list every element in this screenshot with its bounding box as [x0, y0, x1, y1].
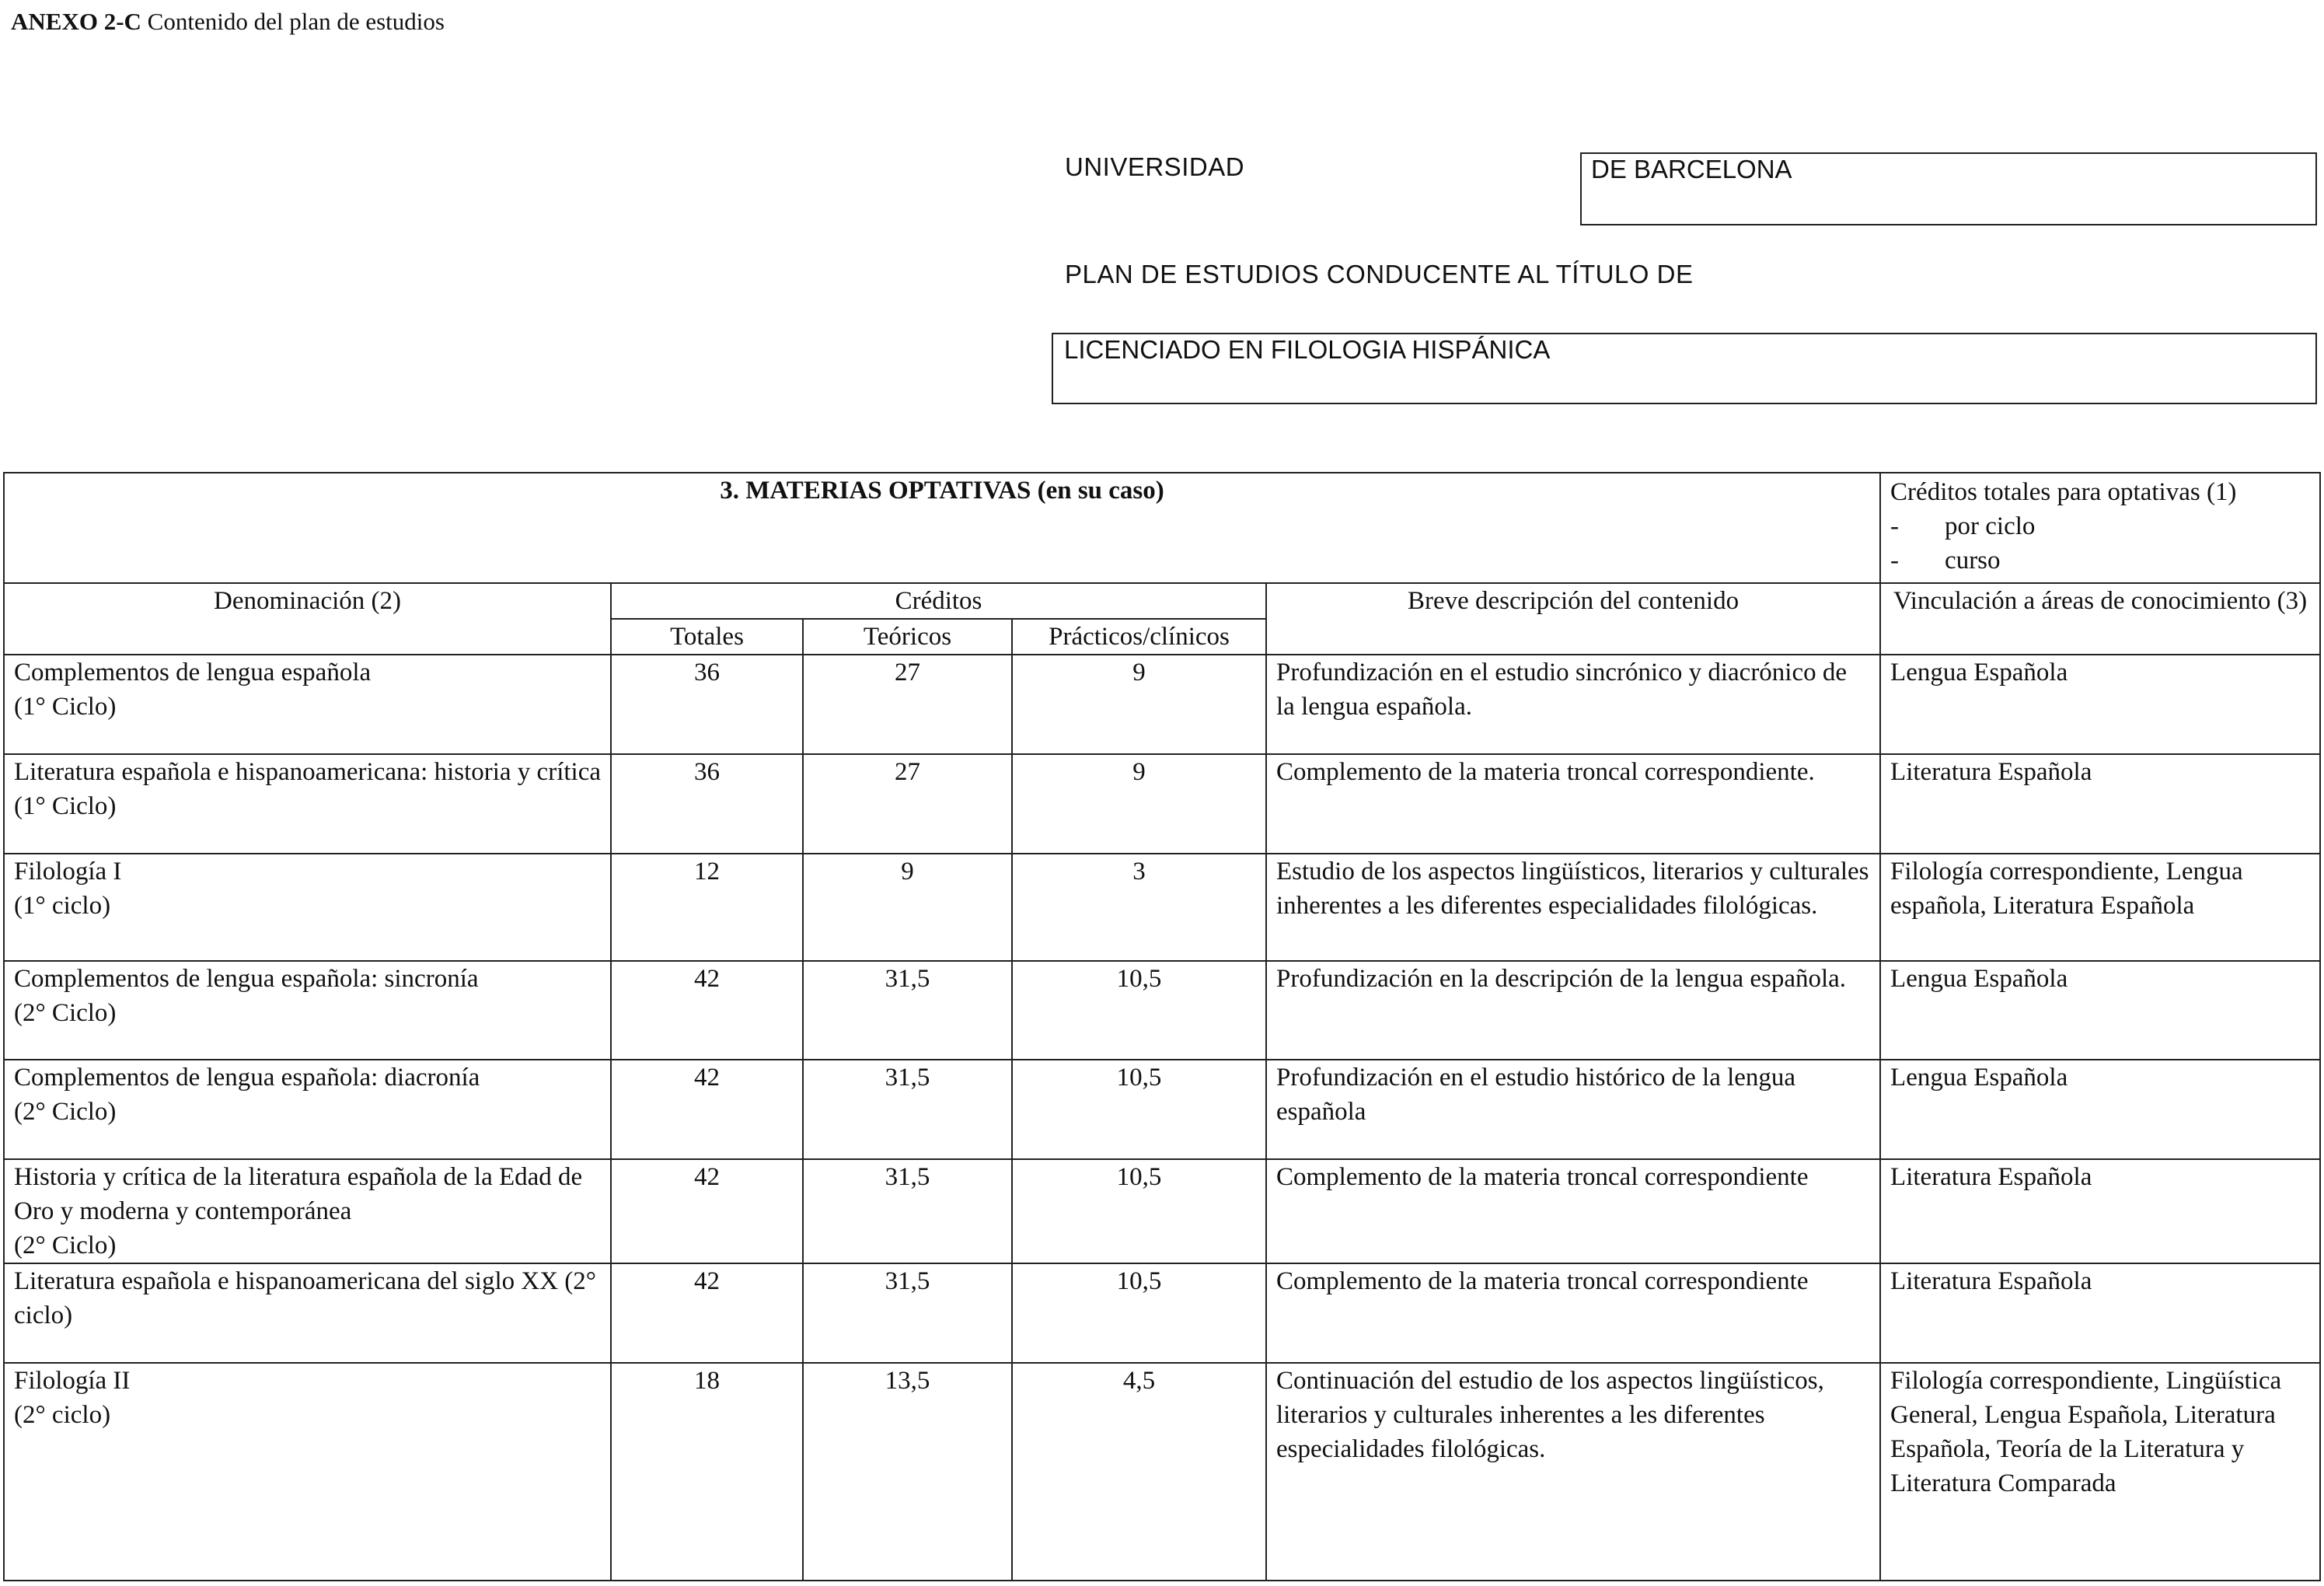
col-teoricos: Teóricos: [803, 619, 1012, 655]
credits-total: 36: [611, 655, 803, 754]
credits-practice: 3: [1012, 854, 1266, 961]
credits-note: [1880, 473, 2320, 583]
knowledge-areas: Literatura Española: [1880, 1159, 2320, 1263]
credits-practice: 10,5: [1012, 1159, 1266, 1263]
subject-description: Continuación del estudio de los aspectos lingüísticos, literarios y culturales inherentes a les diferentes especialidades filológicas.: [1266, 1363, 1880, 1581]
subject-description: Profundización en el estudio sincrónico y diacrónico de la lengua española.: [1266, 655, 1880, 754]
knowledge-areas: Filología correspondiente, Lingüística General, Lengua Española, Literatura Española, Teoría de la Literatura y Literatura Comparada: [1880, 1363, 2320, 1581]
col-creditos: Créditos: [611, 583, 1266, 619]
credits-theory: 9: [803, 854, 1012, 961]
credits-total: 36: [611, 754, 803, 854]
annex-heading: [11, 8, 445, 36]
subject-name: Literatura española e hispanoamericana: historia y crítica (1° Ciclo): [4, 754, 611, 854]
section-title: 3. MATERIAS OPTATIVAS (en su caso): [4, 473, 1880, 583]
credits-total: 42: [611, 1060, 803, 1159]
table-row: [4, 1263, 2320, 1363]
credits-total: 42: [611, 1263, 803, 1363]
credits-total: 18: [611, 1363, 803, 1581]
credits-theory: 27: [803, 754, 1012, 854]
annex-text: Contenido del plan de estudios: [141, 8, 445, 35]
plan-label: PLAN DE ESTUDIOS CONDUCENTE AL TÍTULO DE: [1065, 260, 1694, 288]
credits-note-item: - por ciclo: [1890, 509, 2310, 543]
annex-code: ANEXO 2-C: [11, 8, 141, 35]
subject-name: Complementos de lengua española: sincronía (2° Ciclo): [4, 961, 611, 1060]
university-field: DE BARCELONA: [1580, 152, 2317, 225]
credits-practice: 10,5: [1012, 1060, 1266, 1159]
credits-note-list: [1890, 509, 2310, 578]
col-vinculacion: Vinculación a áreas de conocimiento (3): [1880, 583, 2320, 655]
credits-theory: 31,5: [803, 1263, 1012, 1363]
optional-subjects-table: [3, 472, 2321, 1581]
table-row: [4, 961, 2320, 1060]
table-row: [4, 854, 2320, 961]
subject-description: Profundización en el estudio histórico de la lengua española: [1266, 1060, 1880, 1159]
table-row: [4, 655, 2320, 754]
credits-theory: 31,5: [803, 1159, 1012, 1263]
table-row: [4, 1363, 2320, 1581]
col-denominacion: Denominación (2): [4, 583, 611, 655]
subject-name: Filología II (2° ciclo): [4, 1363, 611, 1581]
credits-total: 42: [611, 961, 803, 1060]
credits-theory: 31,5: [803, 1060, 1012, 1159]
column-header-row: [4, 583, 2320, 619]
credits-practice: 9: [1012, 655, 1266, 754]
subject-name: Complementos de lengua española: diacronía (2° Ciclo): [4, 1060, 611, 1159]
knowledge-areas: Literatura Española: [1880, 1263, 2320, 1363]
university-label: UNIVERSIDAD: [1065, 152, 1245, 181]
subject-name: Historia y crítica de la literatura española de la Edad de Oro y moderna y contemporánea (2° Ciclo): [4, 1159, 611, 1263]
subject-name: Filología I (1° ciclo): [4, 854, 611, 961]
knowledge-areas: Literatura Española: [1880, 754, 2320, 854]
knowledge-areas: Lengua Española: [1880, 961, 2320, 1060]
col-practicos: Prácticos/clínicos: [1012, 619, 1266, 655]
credits-theory: 27: [803, 655, 1012, 754]
table-row: [4, 754, 2320, 854]
table-row: [4, 1159, 2320, 1263]
credits-note-item: - curso: [1890, 543, 2310, 578]
subject-name: Complementos de lengua española (1° Ciclo): [4, 655, 611, 754]
dash: -: [1890, 512, 1900, 540]
credits-note-title: Créditos totales para optativas (1): [1890, 478, 2237, 506]
subject-description: Complemento de la materia troncal correspondiente.: [1266, 754, 1880, 854]
credits-total: 42: [611, 1159, 803, 1263]
credits-practice: 10,5: [1012, 961, 1266, 1060]
knowledge-areas: Filología correspondiente, Lengua española, Literatura Española: [1880, 854, 2320, 961]
subject-description: Profundización en la descripción de la lengua española.: [1266, 961, 1880, 1060]
section-header-row: [4, 473, 2320, 583]
credits-practice: 4,5: [1012, 1363, 1266, 1581]
degree-field: LICENCIADO EN FILOLOGIA HISPÁNICA: [1052, 333, 2317, 404]
table-row: [4, 1060, 2320, 1159]
knowledge-areas: Lengua Española: [1880, 1060, 2320, 1159]
dash: -: [1890, 547, 1900, 575]
knowledge-areas: Lengua Española: [1880, 655, 2320, 754]
credits-practice: 9: [1012, 754, 1266, 854]
col-descripcion: Breve descripción del contenido: [1266, 583, 1880, 655]
credits-practice: 10,5: [1012, 1263, 1266, 1363]
credits-theory: 31,5: [803, 961, 1012, 1060]
subject-description: Complemento de la materia troncal correspondiente: [1266, 1159, 1880, 1263]
credits-theory: 13,5: [803, 1363, 1012, 1581]
subject-description: Estudio de los aspectos lingüísticos, literarios y culturales inherentes a les diferentes especialidades filológicas.: [1266, 854, 1880, 961]
col-totales: Totales: [611, 619, 803, 655]
subject-name: Literatura española e hispanoamericana del siglo XX (2° ciclo): [4, 1263, 611, 1363]
credits-total: 12: [611, 854, 803, 961]
subject-description: Complemento de la materia troncal correspondiente: [1266, 1263, 1880, 1363]
